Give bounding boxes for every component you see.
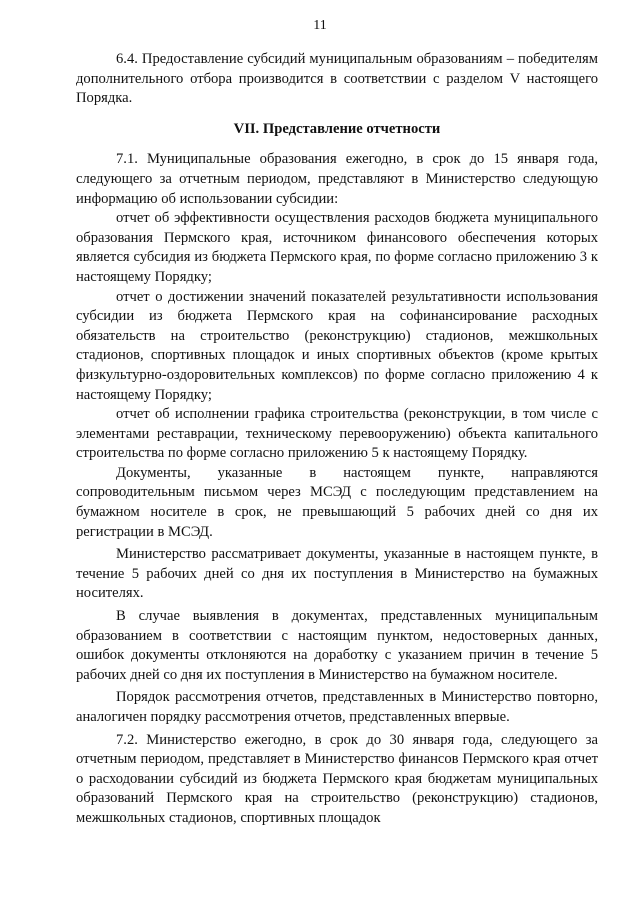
paragraph-6-4: 6.4. Предоставление субсидий муниципальным образованиям – победителям дополнительного отбора производится в соответствии с разделом V настоящего Порядка. [76, 51, 598, 107]
documents-sent-paragraph: Документы, указанные в настоящем пункте, направляются сопроводительным письмом через МСЭД с последующим представлением на бумажном носителе в срок, не превышающий 5 рабочих дней со дня их регистрации в МСЭД. [76, 464, 598, 540]
report-schedule-item: отчет об исполнении графика строительства (реконструкции, в том числе с элементами реставрации, техническому перевооружению) объекта капитального строительства по форме согласно приложению 5 к настоящему Порядку. [76, 406, 598, 462]
report-efficiency-item: отчет об эффективности осуществления расходов бюджета муниципального образования Пермского края, источником финансового обеспечения которых является субсидия из бюджета Пермского края, по форме согласно приложению 3 к настоящему Порядку; [76, 210, 598, 285]
paragraph-7-2: 7.2. Министерство ежегодно, в срок до 30 января года, следующего за отчетным периодом, представляет в Министерство финансов Пермского края отчет о расходовании субсидий из бюджета Пермского края бюджетам муниципальных образований Пермского края на строительство (реконструкцию) стадионов, межшкольных стадионов, спортивных площадок [76, 731, 598, 826]
paragraph-7-1: 7.1. Муниципальные образования ежегодно, в срок до 15 января года, следующего за отчетным периодом, представляют в Министерство следующую информацию об использовании субсидии: [76, 151, 598, 207]
document-body [76, 50, 598, 829]
report-indicators-item: отчет о достижении значений показателей результативности использования субсидии из бюджета Пермского края на софинансирование расходных обязательств на строительство (реконструкцию) стадионов, межшкольных стадионов, спортивных площадок и иных спортивных объектов (кроме крытых физкультурно-оздоровительных комплексов) по форме согласно приложению 4 к настоящему Порядку; [76, 288, 598, 403]
errors-detected-paragraph: В случае выявления в документах, представленных муниципальным образованием в соответствии с настоящим пунктом, недостоверных данных, ошибок документы отклоняются на доработку с указанием причин в течение 5 рабочих дней со дня их поступления в Министерство на бумажном носителе. [76, 608, 598, 683]
review-order-paragraph: Порядок рассмотрения отчетов, представленных в Министерство повторно, аналогичен порядку рассмотрения отчетов, представленных впервые. [76, 689, 598, 725]
page-number: 11 [313, 18, 327, 33]
section-heading: VII. Представление отчетности [233, 120, 441, 137]
ministry-reviews-paragraph: Министерство рассматривает документы, указанные в настоящем пункте, в течение 5 рабочих дней со дня их поступления в Министерство на бумажных носителях. [76, 546, 598, 602]
